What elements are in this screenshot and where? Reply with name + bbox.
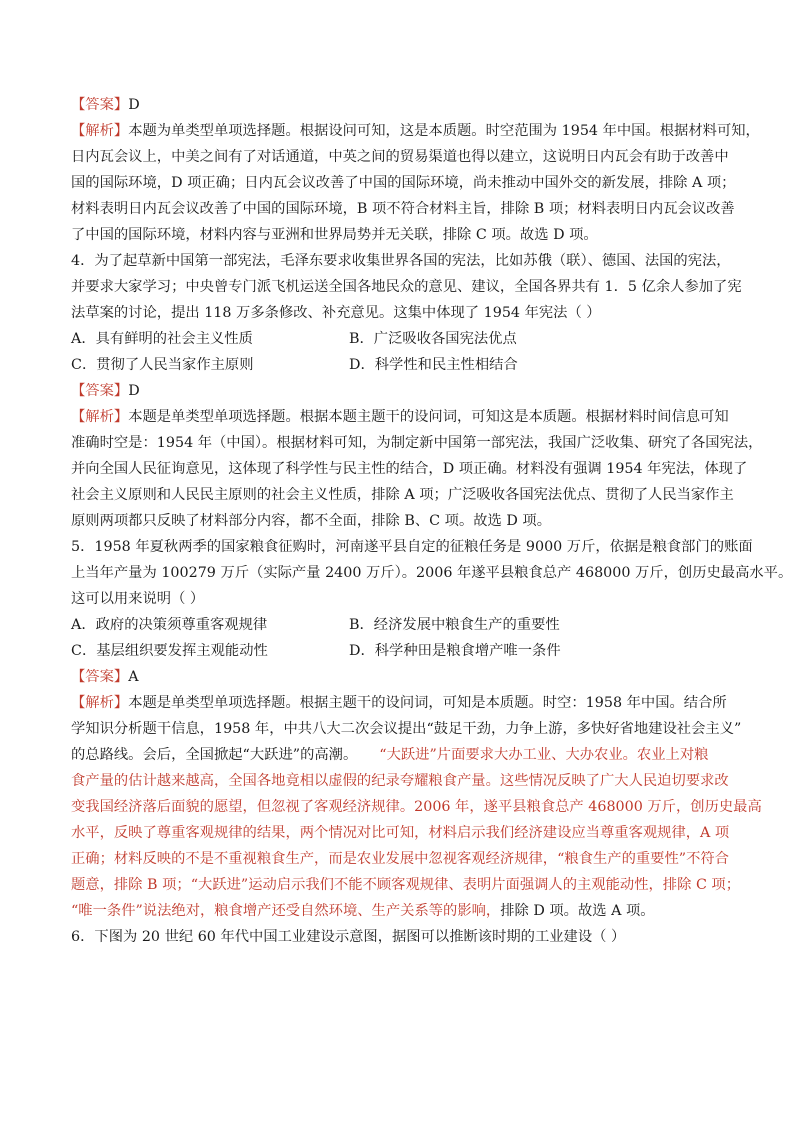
analysis-text: 本题是单类型单项选择题。根据本题主题干的设问词，可知这是本质题。根据材料时间信息可知	[128, 409, 729, 425]
analysis-highlight: “粮食生产的重要性”不符合	[557, 851, 729, 867]
answer-tag: 【答案】	[71, 97, 129, 113]
option-c[interactable]: C．贯彻了人民当家作主原则	[71, 357, 254, 373]
analysis-line	[71, 898, 727, 924]
options-row	[71, 352, 727, 378]
question-stem: 上当年产量为 100279 万斤（实际产量 2400 万斤）。2006 年遂平县粮食总产 468000 万斤，创历史最高水平。	[71, 565, 793, 581]
analysis-line	[71, 690, 727, 716]
analysis-line: 材料表明日内瓦会议改善了中国的国际环境，B 项不符合材料主旨，排除 B 项；材料表明日内瓦会议改善	[71, 201, 735, 217]
analysis-line: 水平，反映了尊重客观规律的结果，两个情况对比可知，材料启示我们经济建设应当尊重客观规律，A 项	[71, 825, 730, 841]
answer-value: A	[128, 669, 139, 685]
analysis-line	[71, 404, 727, 430]
analysis-text: 本题为单类型单项选择题。根据设问可知，这是本质题。时空范围为 1954 年中国。根据材料可知，	[128, 123, 760, 139]
analysis-highlight: 题意，排除 B 项；	[71, 877, 191, 893]
analysis-highlight: 正确；材料反映的不是不重视粮食生产，而是农业发展中忽视客观经济规律，	[71, 851, 558, 867]
analysis-line: 日内瓦会议上，中美之间有了对话通道，中英之间的贸易渠道也得以建立，这说明日内瓦会有助于改善中	[71, 149, 729, 165]
analysis-tag: 【解析】	[71, 123, 129, 139]
option-c[interactable]: C．基层组织要发挥主观能动性	[71, 643, 268, 659]
option-d[interactable]: D．科学种田是粮食增产唯一条件	[349, 643, 561, 659]
analysis-line	[71, 846, 727, 872]
analysis-line	[71, 872, 741, 898]
analysis-text: 的总路线。会后，全国掀起“大跃进”的高潮。	[71, 747, 358, 763]
analysis-highlight: “大跃进”片面要求大办工业、大办农业。农业上对粮	[379, 747, 709, 763]
analysis-line: 变我国经济落后面貌的愿望，但忽视了客观经济规律。2006 年，遂平县粮食总产 468000 万斤，创历史最高	[71, 799, 762, 815]
answer-value: D	[128, 97, 140, 113]
question-stem: 6．下图为 20 世纪 60 年代中国工业建设示意图，据图可以推断该时期的工业建设（ ）	[71, 929, 626, 945]
answer-tag: 【答案】	[71, 669, 129, 685]
analysis-highlight: “大跃进”运动启示我们不能不顾客观规律、表明片面强调人的主观能动性，排除 C 项；	[190, 877, 741, 893]
answer-line	[71, 378, 727, 404]
question-stem: 5．1958 年夏秋两季的国家粮食征购时，河南遂平县自定的征粮任务是 9000 万斤，依据是粮食部门的账面	[71, 539, 753, 555]
analysis-line	[71, 742, 727, 768]
analysis-text: 本题是单类型单项选择题。根据主题干的设问词，可知是本质题。时空：1958 年中国。结合所	[128, 695, 727, 711]
question-stem: 法草案的讨论，提出 118 万多条修改、补充意见。这集中体现了 1954 年宪法（ ）	[71, 305, 601, 321]
options-row	[71, 638, 727, 664]
option-a[interactable]: A．政府的决策须尊重客观规律	[71, 617, 268, 633]
question-stem: 并要求大家学习；中央曾专门派飞机运送全国各地民众的意见、建议，全国各界共有 1．5 亿余人参加了宪	[71, 279, 742, 295]
analysis-line: 食产量的估计越来越高，全国各地竟相以虚假的纪录夸耀粮食产量。这些情况反映了广大人民迫切要求改	[71, 773, 729, 789]
answer-line	[71, 92, 727, 118]
question-stem: 这可以用来说明（ ）	[71, 591, 205, 607]
answer-line	[71, 664, 727, 690]
analysis-line: 准确时空是：1954 年（中国）。根据材料可知，为制定新中国第一部宪法，我国广泛收集、研究了各国宪法，	[71, 435, 763, 451]
option-b[interactable]: B．经济发展中粮食生产的重要性	[349, 617, 560, 633]
analysis-line: 并向全国人民征询意见，这体现了科学性与民主性的结合，D 项正确。材料没有强调 1954 年宪法，体现了	[71, 461, 748, 477]
analysis-line: 学知识分析题干信息，1958 年，中共八大二次会议提出“鼓足干劲，力争上游，多快好省地建设社会主义”	[71, 721, 742, 737]
option-d[interactable]: D．科学性和民主性相结合	[349, 357, 518, 373]
analysis-text: 排除 D 项。故选 A 项。	[500, 903, 655, 919]
option-a[interactable]: A．具有鲜明的社会主义性质	[71, 331, 253, 347]
analysis-line: 了中国的国际环境，材料内容与亚洲和世界局势并无关联，排除 C 项。故选 D 项。	[71, 227, 598, 243]
answer-tag: 【答案】	[71, 383, 129, 399]
analysis-line: 国的国际环境，D 项正确；日内瓦会议改善了中国的国际环境，尚未推动中国外交的新发展，排除 A 项；	[71, 175, 736, 191]
option-b[interactable]: B．广泛吸收各国宪法优点	[349, 331, 517, 347]
analysis-highlight: “唯一条件”说法绝对，粮食增产还受自然环境、生产关系等的影响，	[71, 903, 501, 919]
document-page	[71, 92, 793, 950]
analysis-tag: 【解析】	[71, 695, 129, 711]
analysis-tag: 【解析】	[71, 409, 129, 425]
analysis-line	[71, 118, 760, 144]
options-row	[71, 326, 727, 352]
question-stem: 4．为了起草新中国第一部宪法，毛泽东要求收集世界各国的宪法，比如苏俄（联）、德国、法国的宪法，	[71, 253, 731, 269]
answer-value: D	[128, 383, 140, 399]
options-row	[71, 612, 727, 638]
analysis-line: 原则两项都只反映了材料部分内容，都不全面，排除 B、C 项。故选 D 项。	[71, 513, 551, 529]
analysis-line: 社会主义原则和人民民主原则的社会主义性质，排除 A 项；广泛吸收各国宪法优点、贯彻了人民当家作主	[71, 487, 734, 503]
